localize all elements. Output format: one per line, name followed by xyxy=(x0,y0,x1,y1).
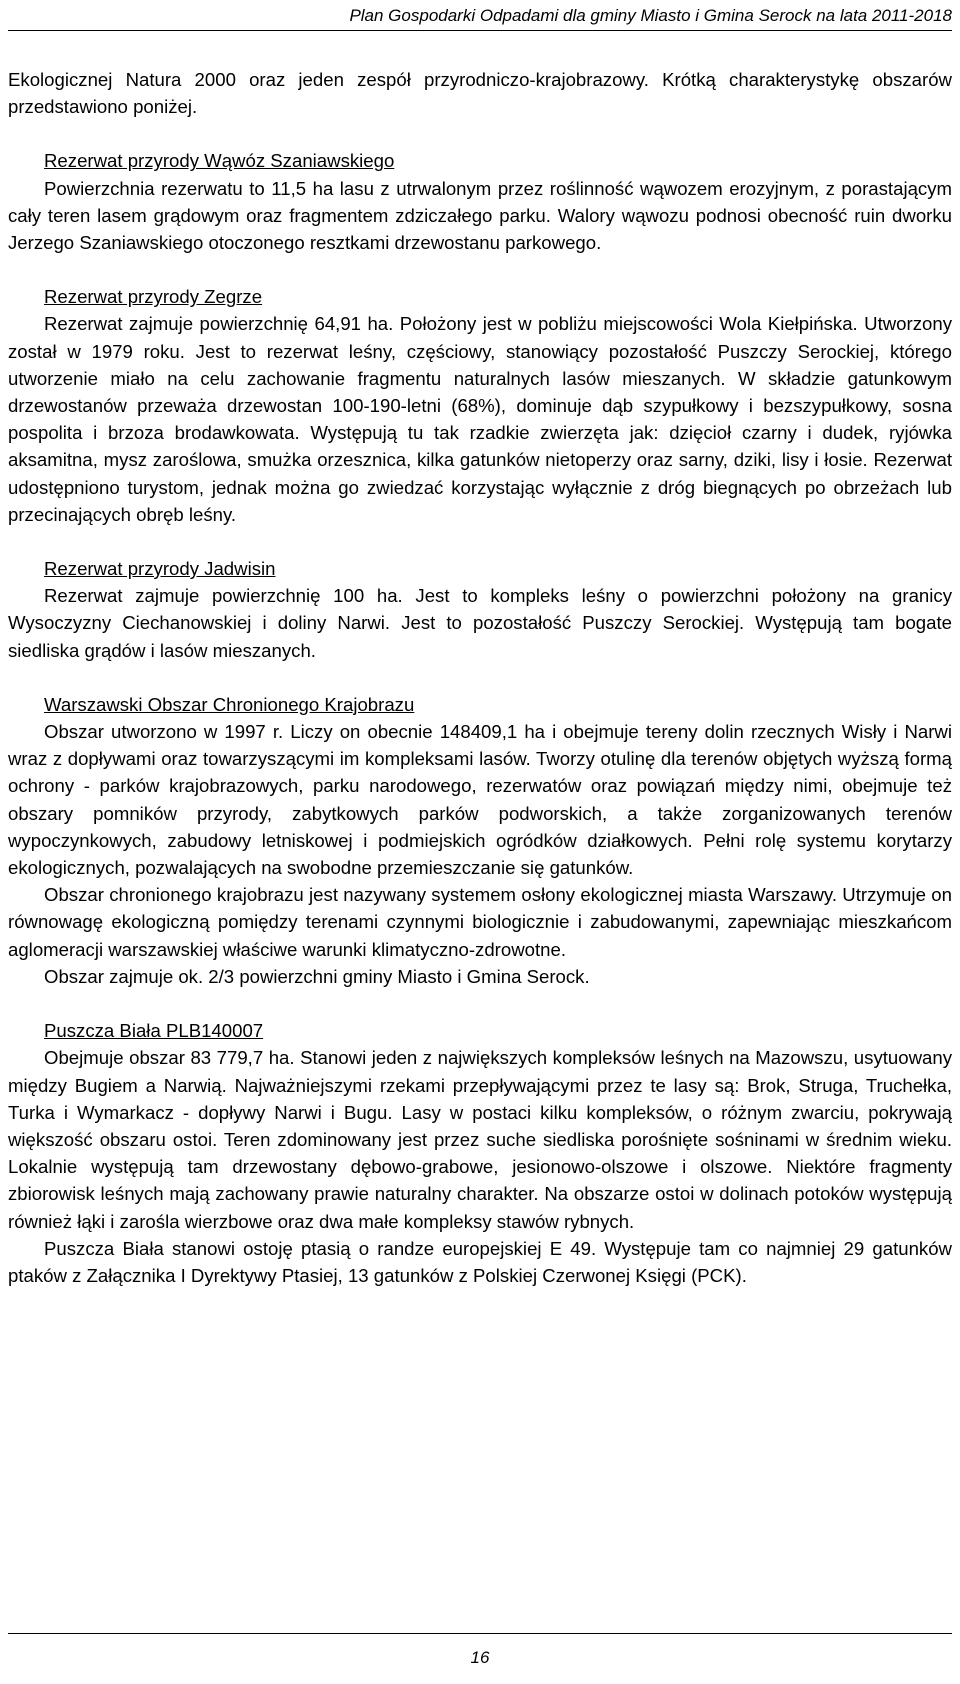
document-title: Plan Gospodarki Odpadami dla gminy Miasto i Gmina Serock na lata 2011-2018 xyxy=(349,6,952,25)
footer-divider xyxy=(8,1633,952,1634)
document-body xyxy=(8,66,952,1289)
section-jadwisin xyxy=(8,555,952,664)
section-paragraph: Rezerwat zajmuje powierzchnię 64,91 ha. Położony jest w pobliżu miejscowości Wola Kiełpińska. Utworzony został w 1979 roku. Jest to rezerwat leśny, częściowy, stanowiący pozostałość Puszczy Serockiej, którego utworzenie miało na celu zachowanie fragmentu naturalnych lasów mieszanych. W składzie gatunkowym drzewostanów przeważa drzewostan 100-190-letni (68%), dominuje dąb szypułkowy i bezszypułkowy, sosna pospolita i brzoza brodawkowata. Występują tu tak rzadkie zwierzęta jak: dzięcioł czarny i dudek, ryjówka aksamitna, mysz zaroślowa, smużka orzesznica, kilka gatunków nietoperzy oraz sarny, dziki, lisy i łosie. Rezerwat udostępniono turystom, jednak można go zwiedzać korzystając wyłącznie z dróg biegnących po obrzeżach lub przecinających obręb leśny. xyxy=(8,313,952,525)
section-paragraph: Obejmuje obszar 83 779,7 ha. Stanowi jeden z największych kompleksów leśnych na Mazowszu, usytuowany między Bugiem a Narwią. Najważniejszymi rzekami przepływającymi przez te lasy są: Brok, Struga, Truchełka, Turka i Wymarkacz - dopływy Narwi i Bugu. Lasy w postaci kilku kompleksów, o różnym zwarciu, pokrywają większość obszaru ostoi. Teren zdominowany jest przez suche siedliska porośnięte sośninami w średnim wieku. Lokalnie występują tam drzewostany dębowo-grabowe, jesionowo-olszowe i olszowe. Niektóre fragmenty zbiorowisk leśnych mają zachowany prawie naturalny charakter. Na obszarze ostoi w dolinach potoków występują również łąki i zarośla wierzbowe oraz dwa małe kompleksy stawów rybnych. xyxy=(8,1047,952,1232)
section-paragraph: Obszar zajmuje ok. 2/3 powierzchni gminy Miasto i Gmina Serock. xyxy=(44,965,590,987)
section-paragraph: Obszar utworzono w 1997 r. Liczy on obecnie 148409,1 ha i obejmuje tereny dolin rzecznych Wisły i Narwi wraz z dopływami oraz towarzyszącymi im kompleksami lasów. Tworzy otulinę dla terenów objętych wyższą formą ochrony - parków krajobrazowych, parku narodowego, rezerwatów oraz powiązań między nimi, obejmuje też obszary pomników przyrody, zabytkowych parków podworskich, a także zorganizowanych terenów wypoczynkowych, zabudowy letniskowej i podmiejskich ogródków działkowych. Pełni rolę systemu korytarzy ekologicznych, pozwalających na swobodne przemieszczanie się gatunków. xyxy=(8,721,952,879)
section-paragraph: Puszcza Biała stanowi ostoję ptasią o randze europejskiej E 49. Występuje tam co najmniej 29 gatunków ptaków z Załącznika I Dyrektywy Ptasiej, 13 gatunków z Polskiej Czerwonej Księgi (PCK). xyxy=(8,1237,952,1286)
section-wochk xyxy=(8,691,952,990)
section-heading: Warszawski Obszar Chronionego Krajobrazu xyxy=(44,693,415,715)
spacer xyxy=(8,256,952,283)
spacer xyxy=(8,120,952,147)
header-divider xyxy=(8,30,952,31)
section-paragraph: Obszar chronionego krajobrazu jest nazywany systemem osłony ekologicznej miasta Warszawy. Utrzymuje on równowagę ekologiczną pomiędzy terenami czynnymi biologicznie i zabudowanymi, zapewniając mieszkańcom aglomeracji warszawskiej właściwe warunki klimatyczno-zdrowotne. xyxy=(8,884,952,960)
section-paragraph: Powierzchnia rezerwatu to 11,5 ha lasu z utrwalonym przez roślinność wąwozem erozyjnym, z porastającym cały teren lasem grądowym oraz fragmentem zdziczałego parku. Walory wąwozu podnosi obecność ruin dworku Jerzego Szaniawskiego otoczonego resztkami drzewostanu parkowego. xyxy=(8,177,952,254)
spacer xyxy=(8,990,952,1017)
page-header xyxy=(0,0,960,30)
section-puszcza-biala xyxy=(8,1017,952,1289)
section-heading: Rezerwat przyrody Wąwóz Szaniawskiego xyxy=(44,150,395,172)
section-heading: Puszcza Biała PLB140007 xyxy=(44,1020,264,1042)
section-heading: Rezerwat przyrody Zegrze xyxy=(44,286,263,308)
page-number: 16 xyxy=(470,1648,490,1667)
spacer xyxy=(8,528,952,555)
section-heading: Rezerwat przyrody Jadwisin xyxy=(44,558,276,580)
section-zegrze xyxy=(8,283,952,528)
section-paragraph: Rezerwat zajmuje powierzchnię 100 ha. Jest to kompleks leśny o powierzchni położony na granicy Wysoczyzny Ciechanowskiej i doliny Narwi. Jest to pozostałość Puszczy Serockiej. Występują tam bogate siedliska grądów i lasów mieszanych. xyxy=(8,585,952,661)
intro-paragraph: Ekologicznej Natura 2000 oraz jeden zespół przyrodniczo-krajobrazowy. Krótką charakterystykę obszarów przedstawiono poniżej. xyxy=(8,69,952,118)
section-wawoz-szaniawskiego xyxy=(8,147,952,256)
spacer xyxy=(8,664,952,691)
